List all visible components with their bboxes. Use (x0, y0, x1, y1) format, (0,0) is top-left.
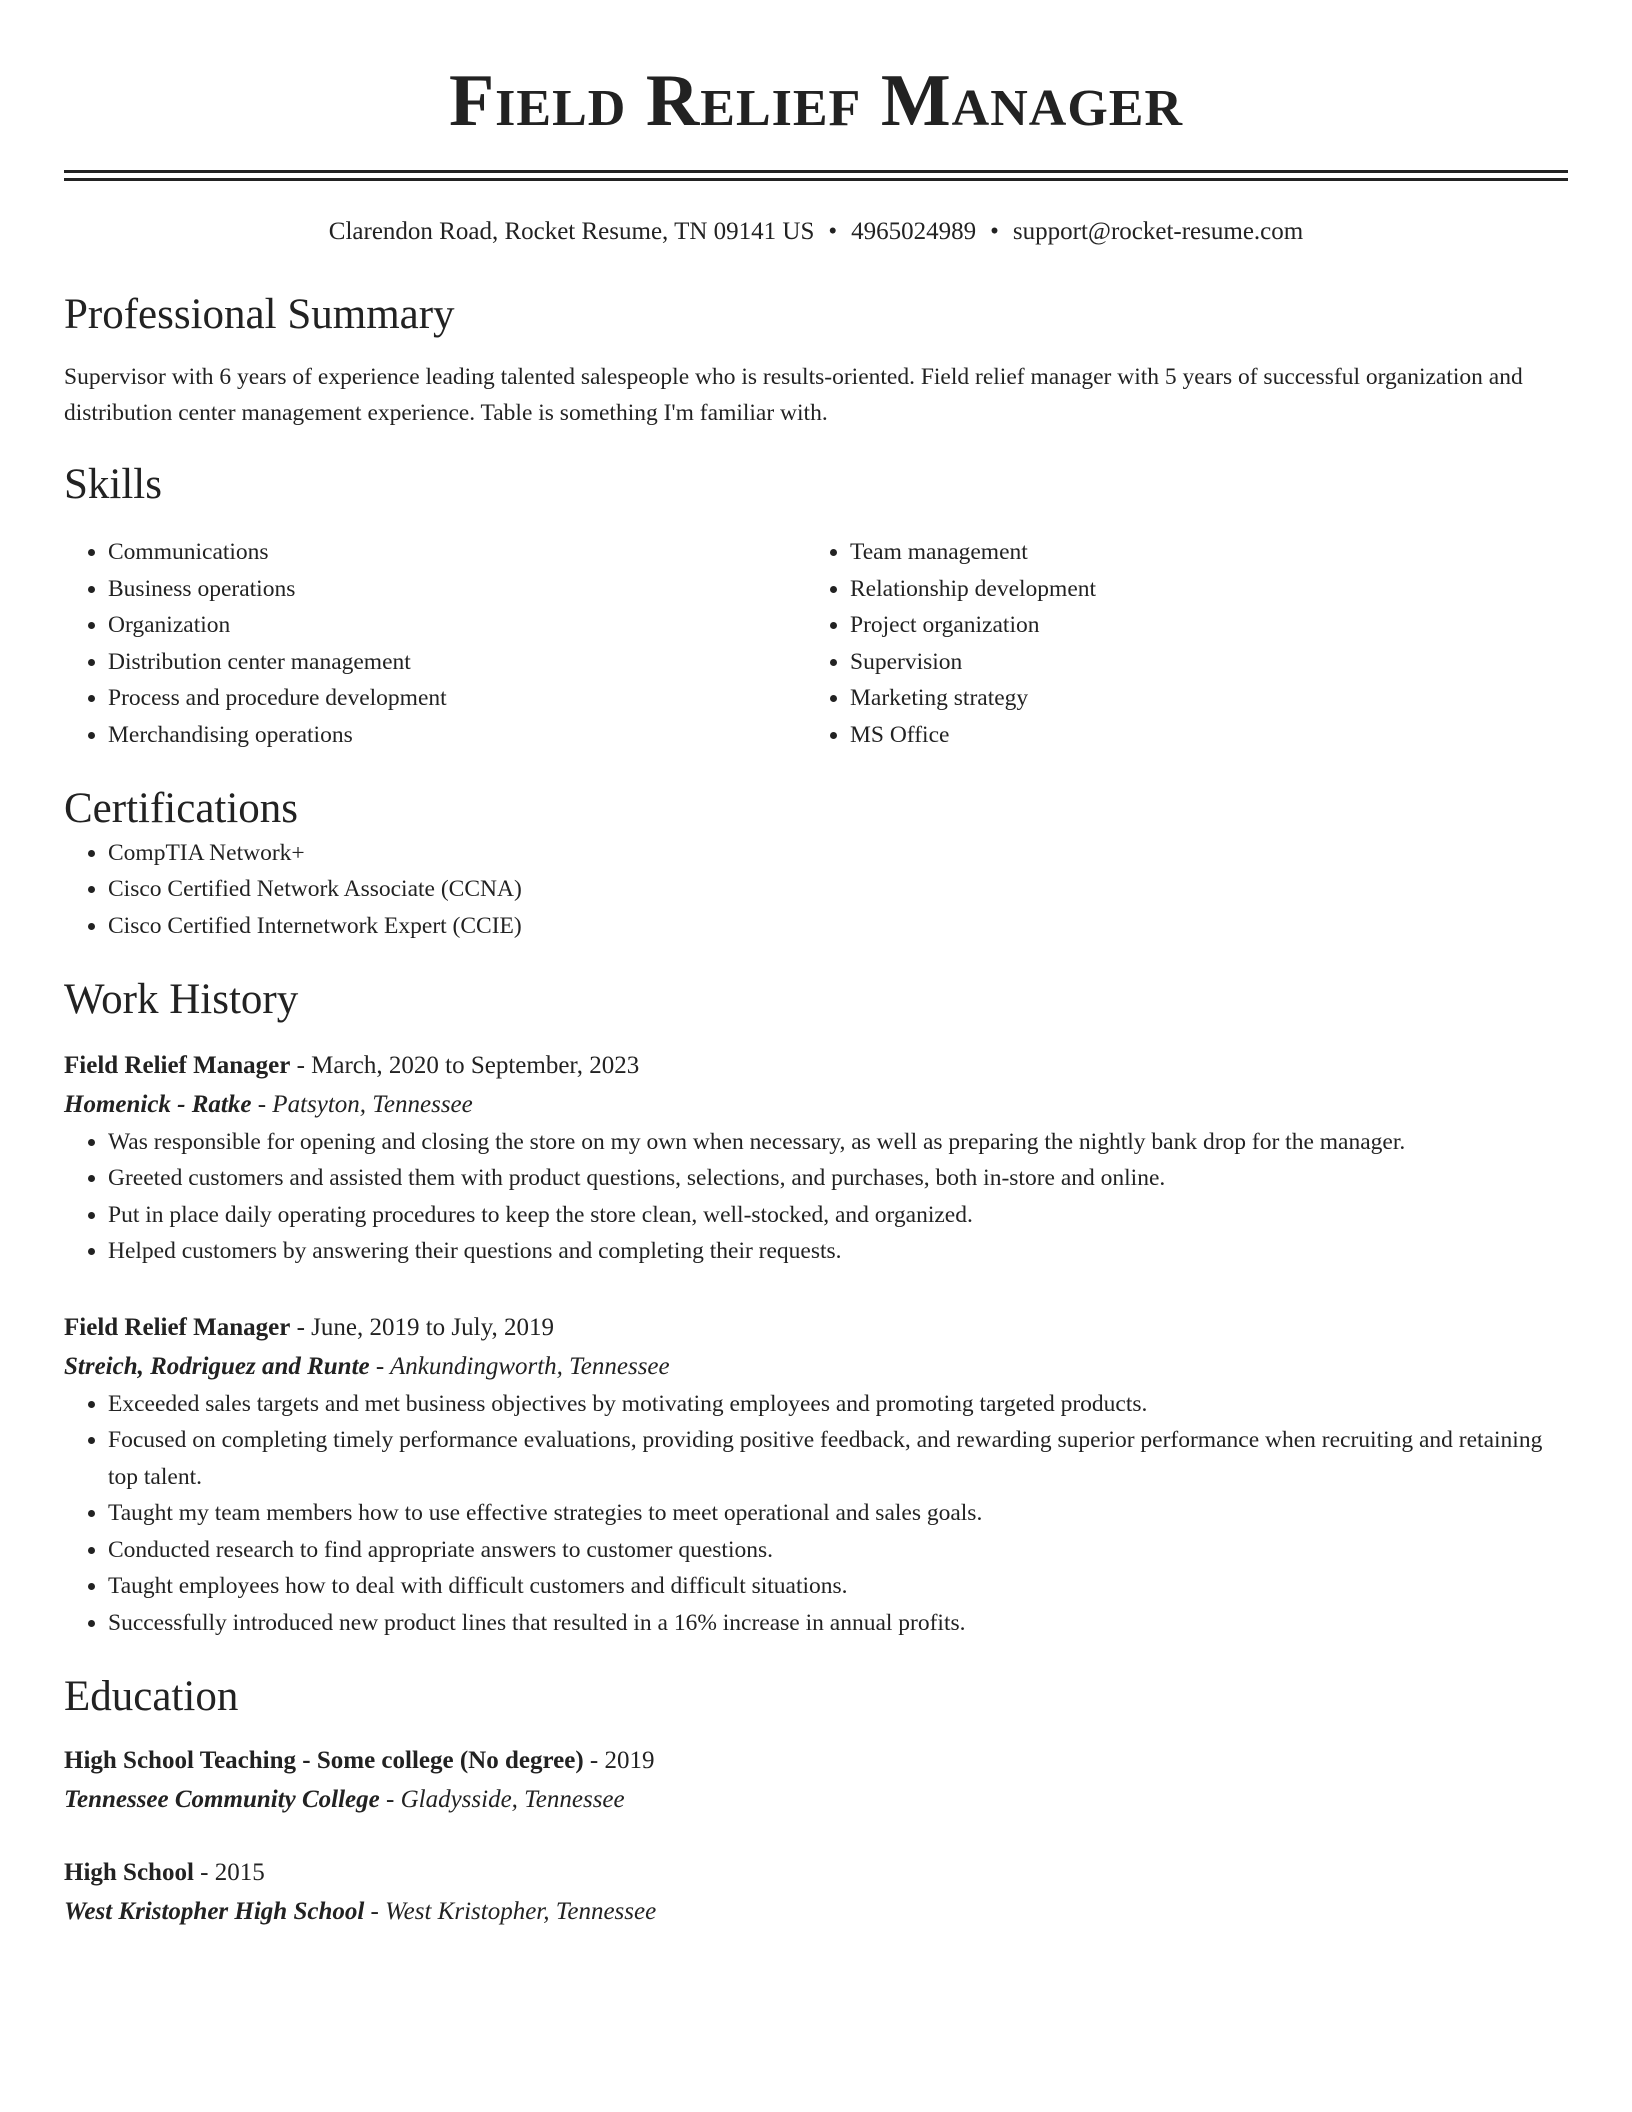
skill-item: • Organization (108, 607, 806, 644)
job-location: - Patsyton, Tennessee (251, 1090, 473, 1118)
job-duties-list (64, 1124, 1568, 1270)
job-duty-item: • Greeted customers and assisted them with product questions, selections, and purchases, both in-store and online. (108, 1160, 1568, 1197)
summary-heading: Professional Summary (64, 291, 455, 338)
job-title-line (64, 1046, 1568, 1086)
skill-item: • Supervision (850, 644, 1548, 681)
job-duty-item: • Taught employees how to deal with difficult customers and difficult situations. (108, 1568, 1568, 1605)
job-dates: - June, 2019 to July, 2019 (290, 1313, 554, 1341)
job-entry (64, 1046, 1568, 1270)
certification-item: • Cisco Certified Internetwork Expert (CCIE) (108, 908, 1568, 945)
job-title-line (64, 1308, 1568, 1348)
education-degree-line (64, 1853, 1568, 1893)
skill-item: • MS Office (850, 717, 1548, 754)
education-location: - Gladysside, Tennessee (379, 1785, 625, 1813)
job-duty-item: • Helped customers by answering their questions and completing their requests. (108, 1233, 1568, 1270)
certification-item: • CompTIA Network+ (108, 835, 1568, 872)
education-degree: High School (64, 1858, 194, 1886)
certifications-list (64, 835, 1568, 945)
skill-item: • Distribution center management (108, 644, 806, 681)
skill-item: • Merchandising operations (108, 717, 806, 754)
job-company-line (64, 1086, 1568, 1124)
skill-item: • Communications (108, 534, 806, 571)
job-duty-item: • Taught my team members how to use effective strategies to meet operational and sales goals. (108, 1495, 1568, 1532)
job-location: - Ankundingworth, Tennessee (369, 1352, 670, 1380)
job-duty-item: • Successfully introduced new product lines that resulted in a 16% increase in annual profits. (108, 1605, 1568, 1642)
title-divider (64, 170, 1568, 181)
education-school-line (64, 1781, 1568, 1819)
education-entry (64, 1853, 1568, 1931)
skill-item: • Marketing strategy (850, 680, 1548, 717)
skill-item: • Team management (850, 534, 1548, 571)
skills-list-left (64, 534, 806, 753)
certifications-heading: Certifications (64, 785, 299, 833)
education-heading: Education (64, 1673, 239, 1721)
education-degree: High School Teaching - Some college (No degree) (64, 1746, 584, 1774)
education-school: West Kristopher High School (64, 1897, 365, 1925)
skills-column-left (64, 534, 806, 753)
job-entry (64, 1308, 1568, 1642)
skills-heading: Skills (64, 460, 162, 508)
job-title: Field Relief Manager (64, 1313, 291, 1341)
job-company: Streich, Rodriguez and Runte (64, 1352, 370, 1380)
skill-item: • Project organization (850, 607, 1548, 644)
certification-item: • Cisco Certified Network Associate (CCNA) (108, 871, 1568, 908)
skill-item: • Process and procedure development (108, 680, 806, 717)
contact-line (64, 217, 1568, 247)
job-title: Field Relief Manager (64, 1051, 291, 1079)
skills-column-right (806, 534, 1548, 753)
job-company: Homenick - Ratke (64, 1090, 252, 1118)
skill-item: • Business operations (108, 571, 806, 608)
contact-separator: • (990, 218, 999, 245)
education-school-line (64, 1893, 1568, 1931)
contact-address: Clarendon Road, Rocket Resume, TN 09141 US (328, 218, 815, 245)
education-location: - West Kristopher, Tennessee (364, 1897, 657, 1925)
education-school: Tennessee Community College (64, 1785, 380, 1813)
summary-text: Supervisor with 6 years of experience leading talented salespeople who is results-oriented. Field relief manager with 5 years of successful organization and distribution center management experience. Table is something I'm familiar with. (64, 363, 1523, 426)
job-dates: - March, 2020 to September, 2023 (290, 1051, 640, 1079)
skills-grid (64, 534, 1568, 753)
contact-email: support@rocket-resume.com (1012, 218, 1304, 245)
education-year: - 2015 (193, 1858, 265, 1886)
job-duty-item: • Put in place daily operating procedures to keep the store clean, well-stocked, and organized. (108, 1197, 1568, 1234)
skills-list-right (806, 534, 1548, 753)
education-degree-line (64, 1741, 1568, 1781)
job-duty-item: • Focused on completing timely performance evaluations, providing positive feedback, and rewarding superior performance when recruiting and retaining top talent. (108, 1422, 1568, 1495)
job-duties-list (64, 1386, 1568, 1642)
work-history-heading: Work History (64, 976, 299, 1024)
contact-separator: • (828, 218, 838, 245)
education-year: - 2019 (583, 1746, 655, 1774)
job-duty-item: • Was responsible for opening and closing the store on my own when necessary, as well as preparing the nightly bank drop for the manager. (108, 1124, 1568, 1161)
skill-item: • Relationship development (850, 571, 1548, 608)
resume-title: Field Relief Manager (448, 60, 1184, 142)
job-duty-item: • Exceeded sales targets and met business objectives by motivating employees and promoting targeted products. (108, 1386, 1568, 1423)
education-entry (64, 1741, 1568, 1819)
job-duty-item: • Conducted research to find appropriate answers to customer questions. (108, 1532, 1568, 1569)
contact-phone: 4965024989 (851, 218, 977, 245)
job-company-line (64, 1348, 1568, 1386)
